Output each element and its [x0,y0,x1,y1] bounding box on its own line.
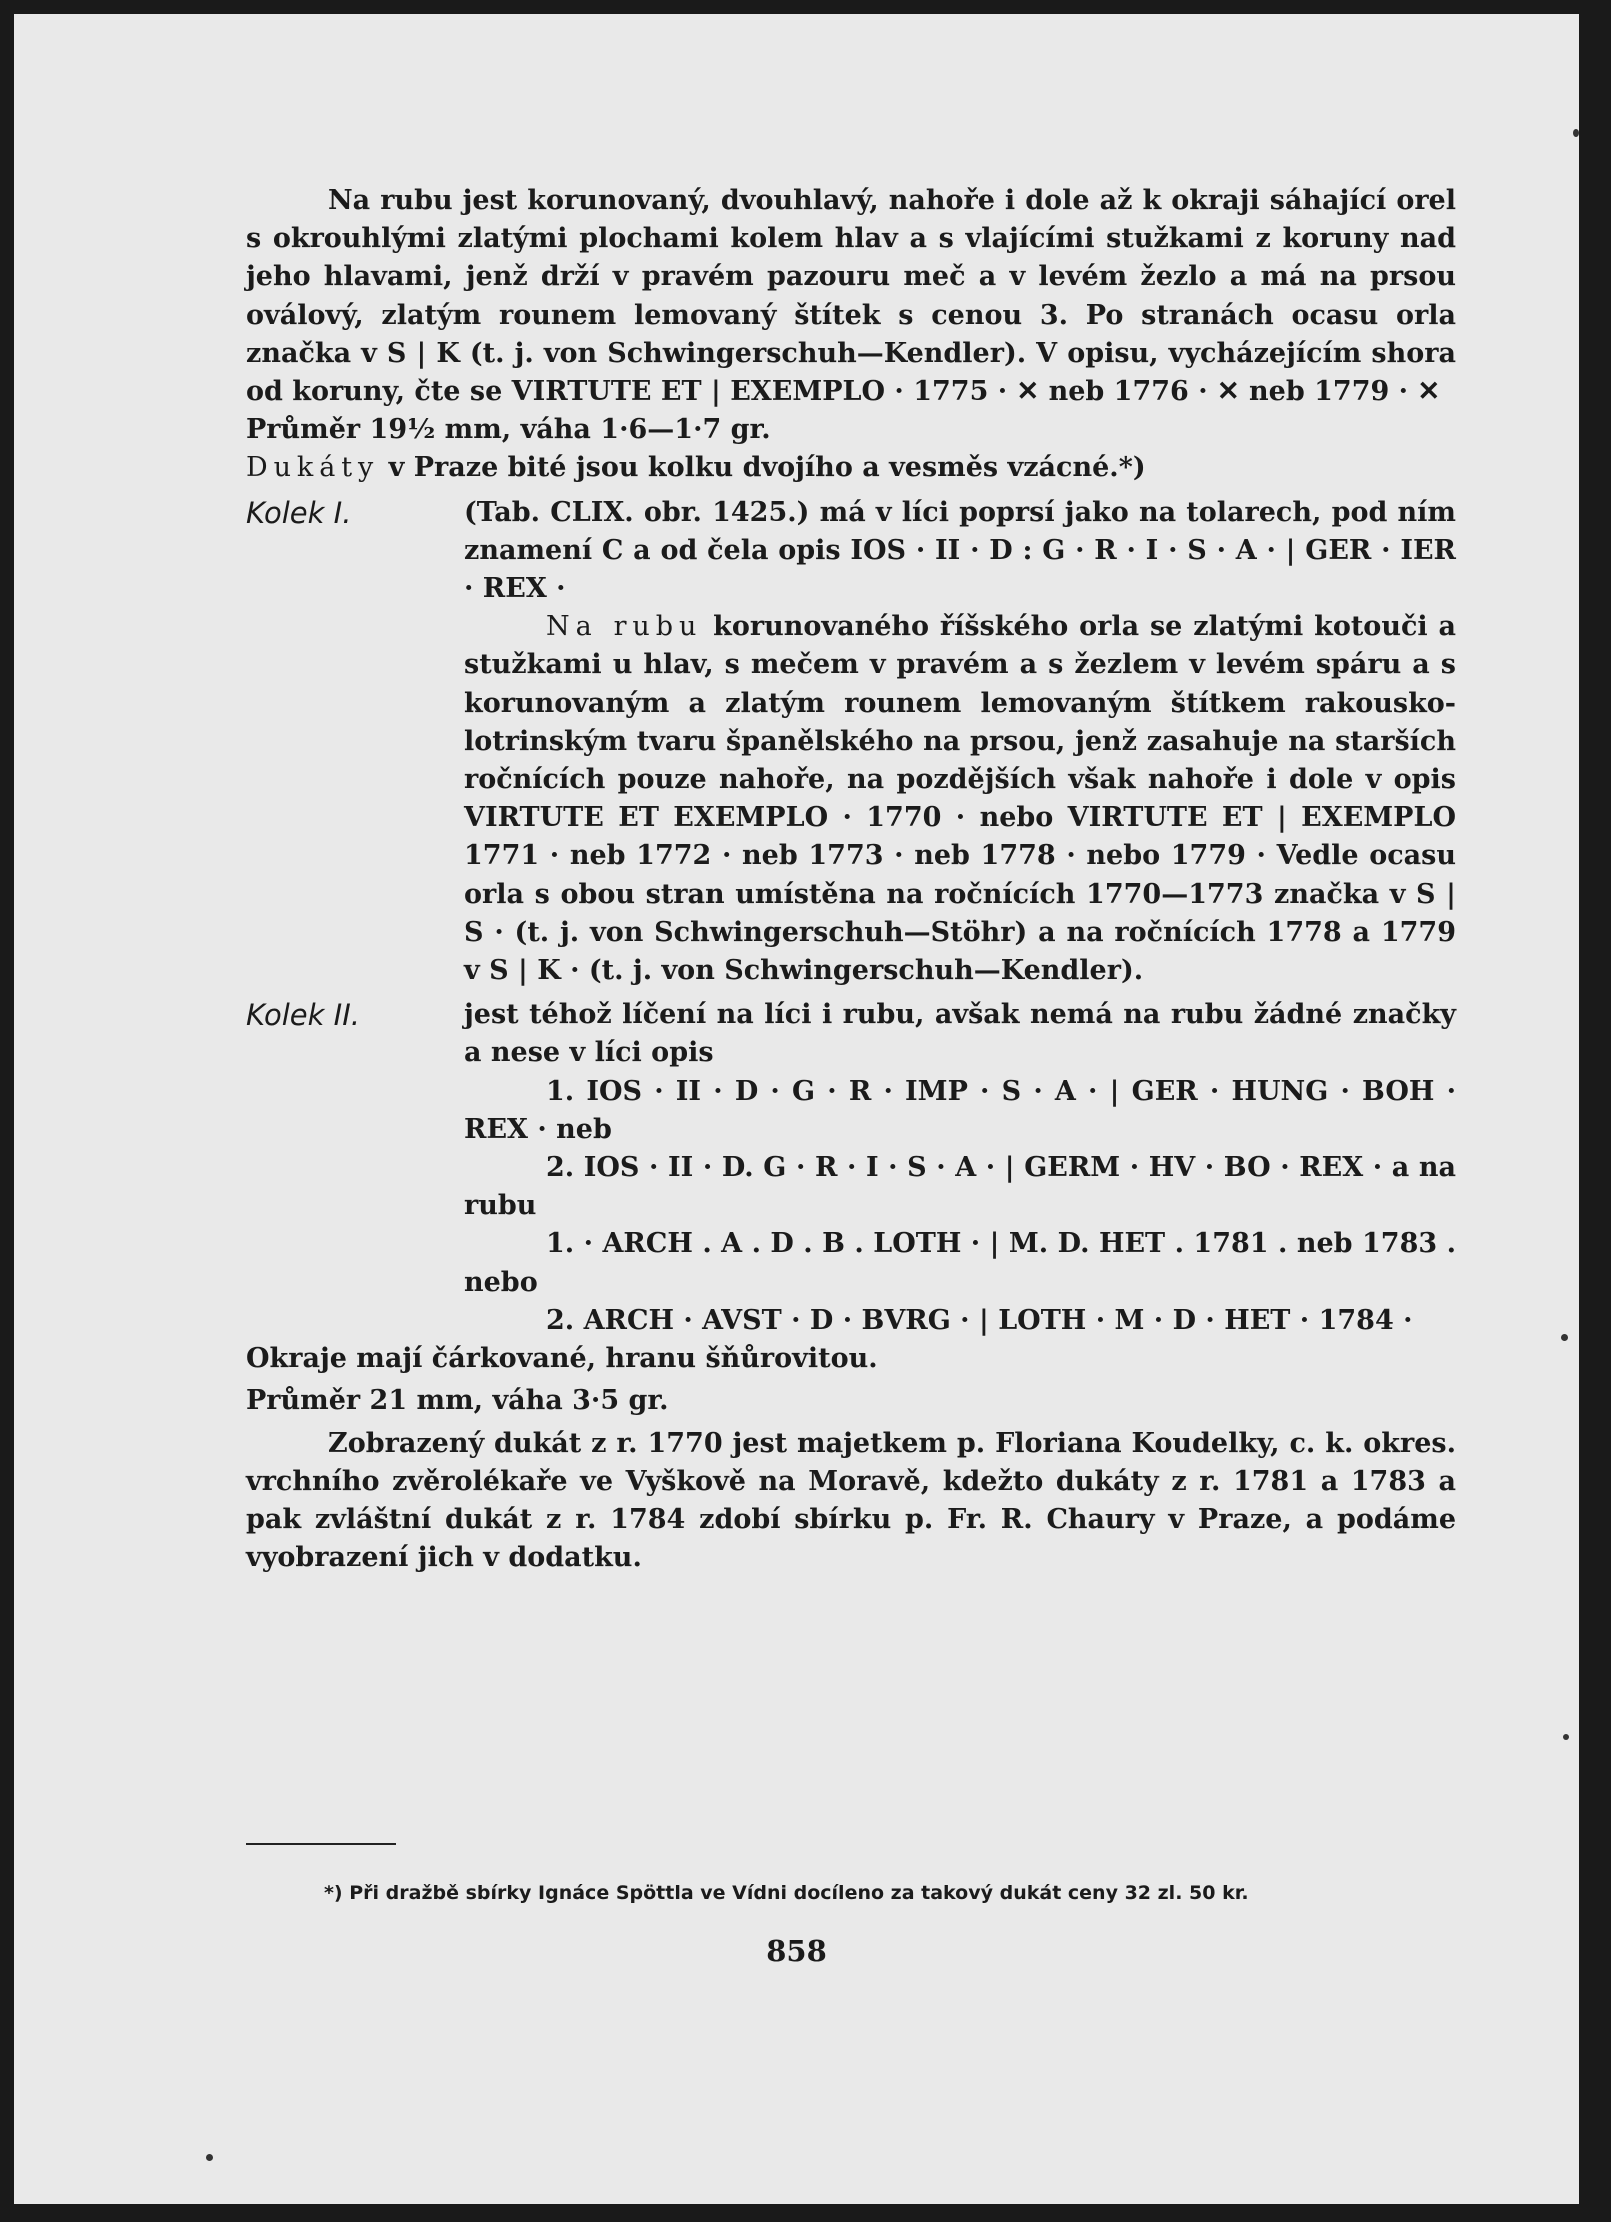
diameter-weight-1: Průměr 19½ mm, váha 1·6—1·7 gr. [246,414,771,446]
kolek-2-item-1: 1. IOS · II · D · G · R · IMP · S · A · | GER · HUNG · BOH · REX · neb [464,1075,1456,1145]
dukaty-note [246,449,1456,487]
kolek-2-section [246,996,1456,1340]
closing-paragraph: Zobrazený dukát z r. 1770 jest majetkem p. Floriana Koudelky, c. k. okres. vrchního zvěrolékaře ve Vyškově na Moravě, kdežto dukáty z r. 1781 a 1783 a pak zvláštní dukát z r. 1784 zdobí sbírku p. Fr. R. Chaury v Praze, a podáme vyobrazení jich v dodatku. [246,1427,1456,1574]
kolek-2-body [464,996,1456,1340]
kolek-2-item-2: 2. IOS · II · D. G · R · I · S · A · | GERM · HV · BO · REX · a na rubu [464,1152,1456,1222]
kolek-1-body [464,494,1456,991]
dukaty-spaced: Dukáty [246,452,380,484]
footnote-rule [246,1843,396,1845]
page-number: 858 [766,1934,827,1968]
kolek-1-obverse: (Tab. CLIX. obr. 1425.) má v líci poprsí jako na tolarech, pod ním znamení C a od čela opis IOS · II · D : G · R · I · S · A · | GER · IER · REX · [464,496,1456,605]
kolek-2-item-3: 1. · ARCH . A . D . B . LOTH · | M. D. HET . 1781 . neb 1783 . nebo [464,1228,1456,1298]
book-page [14,14,1579,2204]
scan-speck [1563,1734,1569,1740]
scan-speck [206,2154,213,2161]
kolek-2-item-4: 2. ARCH · AVST · D · BVRG · | LOTH · M · D · HET · 1784 · [546,1304,1413,1336]
kolek-1-label: Kolek I. [246,495,352,530]
kolek-1-reverse [464,608,1456,990]
kolek-1-reverse-text: korunovaného říšského orla se zlatými kotouči a stužkami u hlav, s mečem v pravém a s žezlem v levém spáru a s korunovaným a zlatým rounem lemovaným štítkem rakousko-lotrinským tvaru španělského na prsou, jenž zasahuje na starších ročnících pouze nahoře, na pozdějších však nahoře i dole v opis VIRTUTE ET EXEMPLO · 1770 · nebo VIRTUTE ET | EXEMPLO 1771 · neb 1772 · neb 1773 · neb 1778 · nebo 1779 · Vedle ocasu orla s obou stran umístěna na ročnících 1770—1773 značka v S | S · (t. j. von Schwingerschuh—Stöhr) a na ročnících 1778 a 1779 v S | K · (t. j. von Schwingerschuh—Kendler). [464,611,1456,987]
scan-speck [1573,129,1579,137]
kolek-1-section [246,494,1456,991]
edges-note: Okraje mají čárkované, hranu šňůrovitou. [246,1343,878,1375]
diameter-weight-2: Průměr 21 mm, váha 3·5 gr. [246,1385,669,1417]
kolek-2-label: Kolek II. [246,998,360,1033]
main-text [246,182,1456,1577]
footnote: *) Při dražbě sbírky Ignáce Spöttla ve Vídni docíleno za takový dukát ceny 32 zl. 50 kr. [324,1882,1249,1904]
intro-paragraph: Na rubu jest korunovaný, dvouhlavý, nahoře i dole až k okraji sáhající orel s okrouhlými zlatými plochami kolem hlav a s vlajícími stužkami z koruny nad jeho hlavami, jenž drží v pravém pazouru meč a v levém žezlo a má na prsou oválový, zlatým rounem lemovaný štítek s cenou 3. Po stranách ocasu orla značka v S | K (t. j. von Schwingerschuh—Kendler). V opisu, vycházejícím shora od koruny, čte se VIRTUTE ET | EXEMPLO · 1775 · ✕ neb 1776 · ✕ neb 1779 · ✕ [246,185,1456,408]
kolek-1-rubu-label: Na rubu [546,611,703,643]
dukaty-rest: v Praze bité jsou kolku dvojího a vesměs vzácné.*) [388,452,1146,484]
scan-speck [1561,1334,1568,1341]
kolek-2-intro: jest téhož líčení na líci i rubu, avšak nemá na rubu žádné značky a nese v líci opis [464,999,1456,1069]
